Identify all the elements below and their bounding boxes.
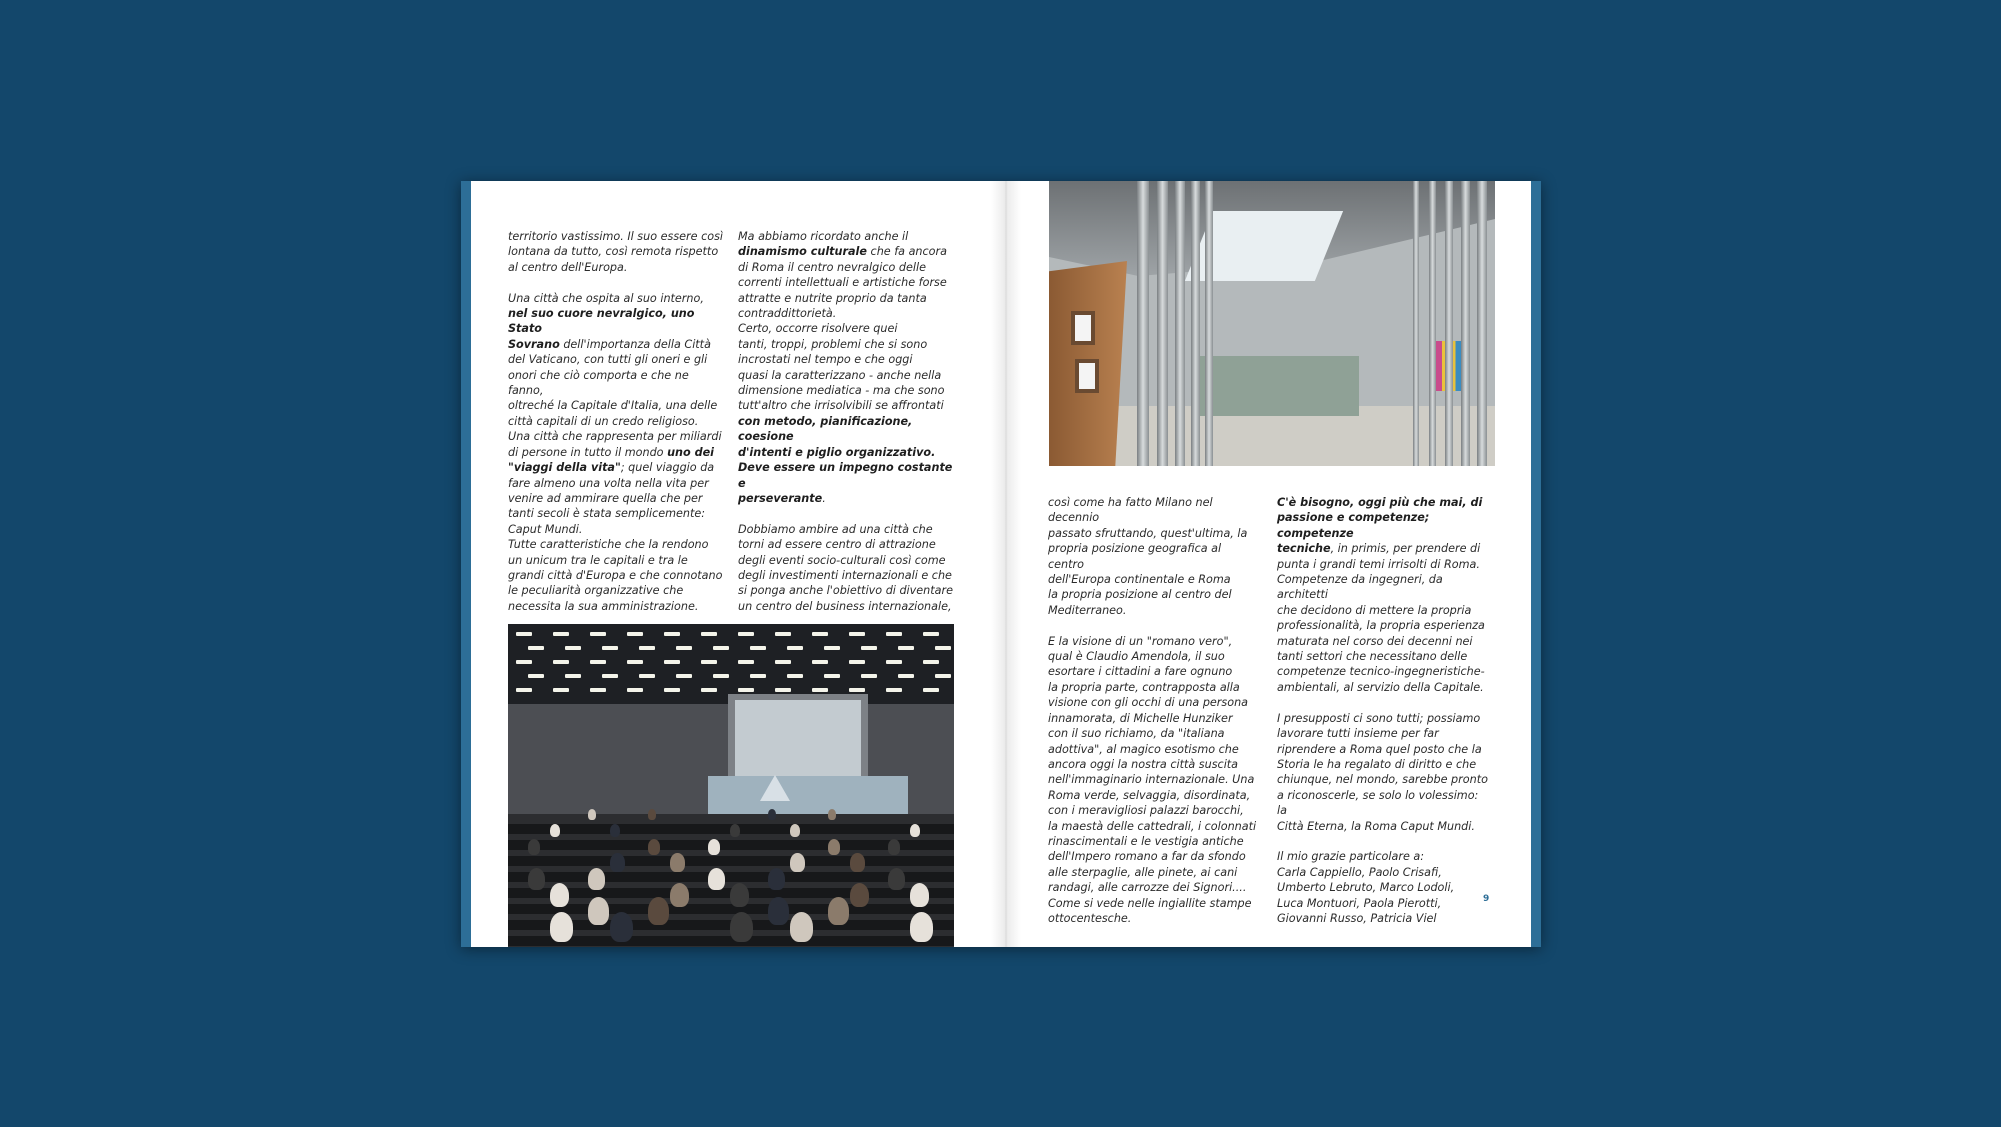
pillar	[1477, 181, 1487, 466]
body-text: Ma abbiamo ricordato anche il	[738, 230, 909, 243]
ceiling-light	[590, 660, 606, 664]
ceiling	[508, 624, 954, 704]
body-text: . Dobbiamo ambire ad una città che torni ad essere centro di attrazione degli eventi socio-culturali così come degli investimenti internazionali e che si ponga anche l'obiettivo di diventare un centro del business internazionale,	[738, 491, 953, 613]
attendee	[528, 868, 545, 890]
attendee	[850, 883, 869, 908]
ceiling-light	[676, 674, 692, 678]
ceiling-light	[516, 688, 532, 692]
ceiling-light	[590, 632, 606, 636]
ceiling-light	[590, 688, 606, 692]
ceiling-light	[664, 688, 680, 692]
ceiling-light	[565, 646, 581, 650]
ceiling-light	[824, 674, 840, 678]
ceiling-light	[775, 660, 791, 664]
ceiling-light	[849, 632, 865, 636]
pillar	[1205, 181, 1213, 466]
pillar	[1157, 181, 1168, 466]
ceiling-light	[849, 660, 865, 664]
pillar	[1445, 181, 1453, 466]
attendee	[648, 897, 669, 925]
attendee	[828, 809, 836, 819]
ceiling-light	[676, 646, 692, 650]
window	[1075, 359, 1099, 393]
right-page-column-2	[1277, 495, 1491, 926]
ceiling-light	[528, 646, 544, 650]
pillar	[1429, 181, 1436, 466]
ceiling-light	[923, 688, 939, 692]
emphasis-text: dinamismo culturale	[738, 245, 867, 259]
ceiling-light	[639, 646, 655, 650]
attendee	[610, 824, 620, 837]
ceiling-light	[627, 660, 643, 664]
attendee	[790, 824, 800, 837]
attendee	[790, 853, 805, 872]
right-page-column-1	[1048, 495, 1258, 926]
ceiling-light	[787, 646, 803, 650]
attendee	[528, 839, 540, 855]
left-page-column-2	[738, 229, 954, 614]
stage	[708, 776, 908, 814]
attendee	[588, 809, 596, 819]
seat-row	[508, 856, 954, 866]
ceiling-light	[639, 674, 655, 678]
attendee	[550, 824, 560, 837]
ceiling-light	[898, 674, 914, 678]
pillar	[1175, 181, 1185, 466]
right-page-edge	[1531, 181, 1541, 947]
attendee	[768, 868, 785, 890]
magazine-spread	[461, 181, 1541, 947]
attendee	[648, 839, 660, 855]
pillar	[1137, 181, 1149, 466]
left-page-edge	[461, 181, 471, 947]
ceiling-light	[713, 646, 729, 650]
ceiling-light	[886, 688, 902, 692]
ceiling-light	[775, 632, 791, 636]
ceiling-light	[627, 688, 643, 692]
pillar	[1461, 181, 1470, 466]
attendee	[828, 897, 849, 925]
emphasis-text: nel suo cuore nevralgico, uno Stato Sovrano	[508, 307, 695, 351]
ceiling-light	[812, 688, 828, 692]
left-page-column-1	[508, 229, 726, 614]
ceiling-light	[516, 660, 532, 664]
ceiling-light	[738, 660, 754, 664]
attendee	[888, 868, 905, 890]
attendee	[730, 824, 740, 837]
attendee	[550, 883, 569, 908]
attendee	[648, 809, 656, 819]
ceiling-light	[627, 632, 643, 636]
attendee	[670, 853, 685, 872]
attendee	[550, 912, 573, 942]
attendee	[888, 839, 900, 855]
ceiling-light	[602, 674, 618, 678]
ceiling-light	[701, 632, 717, 636]
ceiling-light	[701, 688, 717, 692]
attendee	[910, 824, 920, 837]
ceiling-light	[553, 660, 569, 664]
ceiling-light	[664, 660, 680, 664]
ceiling-light	[750, 674, 766, 678]
ceiling-light	[528, 674, 544, 678]
emphasis-text: uno dei "viaggi della vita"	[508, 445, 715, 475]
attendee	[910, 912, 933, 942]
pillar	[1191, 181, 1200, 466]
ceiling-light	[886, 632, 902, 636]
attendee	[768, 809, 776, 819]
stage-logo	[760, 775, 790, 801]
attendee	[708, 868, 725, 890]
body-text: che fa ancora di Roma il centro nevralgico delle correnti intellettuali e artistiche forse attratte e nutrite proprio da tanta contraddittorietà. Certo, occorre risolvere quei tanti, troppi, problemi che si sono incrostati nel tempo e che oggi quasi la caratterizzano - anche nella dimensione mediatica - ma che sono tutt'altro che irrisolvibili se affrontati	[738, 245, 947, 413]
attendee	[588, 897, 609, 925]
ceiling-light	[849, 688, 865, 692]
ceiling-light	[750, 646, 766, 650]
body-text: territorio vastissimo. Il suo essere così lontana da tutto, così remota rispetto al centro dell'Europa.	[508, 230, 724, 274]
architecture-photo	[1049, 181, 1495, 466]
ceiling-light	[861, 674, 877, 678]
page-gutter	[991, 181, 1021, 947]
ceiling-light	[664, 632, 680, 636]
projection-screen	[735, 700, 861, 780]
ceiling-light	[738, 632, 754, 636]
glass-facade	[1199, 356, 1359, 416]
page-number: 9	[1483, 894, 1490, 904]
body-text: ; quel viaggio da fare almeno una volta nella vita per venire ad ammirare quella che per tanti secoli è stata semplicemente: Caput Mundi. Tutte caratteristiche che la rendono un unicum tra le capitali e tra le grandi città d'Europa e che connotano le peculiarità organizzative che necessita la sua amministrazione.	[508, 461, 723, 613]
attendee	[790, 912, 813, 942]
ceiling-light	[553, 632, 569, 636]
ceiling-light	[861, 646, 877, 650]
body-text: così come ha fatto Milano nel decennio passato sfruttando, quest'ultima, la propria posizione geografica al centro dell'Europa continentale e Roma la propria posizione al centro del Mediterraneo. E la visione di un "romano vero", qual è Claudio Amendola, il suo esortare i cittadini a fare ognuno la propria parte, contrapposta alla visione con gli occhi di una persona innamorata, di Michelle Hunziker con il suo richiamo, da "italiana adottiva", al magico esotismo che ancora oggi la nostra città suscita nell'immaginario internazionale. Una Roma verde, selvaggia, disordinata, con i meravigliosi palazzi barocchi, la maestà delle cattedrali, i colonnati rinascimentali e le vestigia antiche dell'Impero romano a far da sfondo alle sterpaglie, alle pinete, ai cani randagi, alle carrozze dei Signori.... Come si vede nelle ingiallite stampe ottocentesche.	[1048, 496, 1257, 925]
attendee	[610, 912, 633, 942]
emphasis-text: con metodo, pianificazione, coesione d'intenti e piglio organizzativo. Deve essere un impegno costante e perseverante	[738, 414, 953, 505]
ceiling-light	[935, 674, 951, 678]
attendee	[850, 853, 865, 872]
conference-hall-photo	[508, 624, 954, 947]
ceiling-light	[516, 632, 532, 636]
ceiling-light	[787, 674, 803, 678]
ceiling-light	[935, 646, 951, 650]
ceiling-light	[923, 660, 939, 664]
ceiling-light	[701, 660, 717, 664]
ceiling-light	[824, 646, 840, 650]
ceiling-light	[886, 660, 902, 664]
attendee	[588, 868, 605, 890]
body-text: dell'importanza della Città del Vaticano, con tutti gli oneri e gli onori che ciò comporta e che ne fanno, oltreché la Capitale d'Italia, una delle città capitali di un credo religioso. Una città che rappresenta per miliardi di persone in tutto il mondo	[508, 337, 722, 459]
emphasis-text: C'è bisogno, oggi più che mai, di passione e competenze; competenze tecniche	[1277, 496, 1483, 556]
body-text: Una città che ospita al suo interno,	[508, 291, 704, 305]
ceiling-light	[775, 688, 791, 692]
attendee	[730, 912, 753, 942]
attendee	[910, 883, 929, 908]
ceiling-light	[738, 688, 754, 692]
attendee	[670, 883, 689, 908]
ceiling-light	[553, 688, 569, 692]
attendee	[730, 883, 749, 908]
ceiling-light	[713, 674, 729, 678]
ceiling-light	[812, 632, 828, 636]
ceiling-light	[812, 660, 828, 664]
attendee	[708, 839, 720, 855]
body-text: , in primis, per prendere di punta i grandi temi irrisolti di Roma. Competenze da ingegneri, da architetti che decidono di mettere la propria professionalità, la propria esperienza maturata nel corso dei decenni nei tanti settori che necessitano delle competenze tecnico-ingegneristiche- ambientali, al servizio della Capitale. I presupposti ci sono tutti; possiamo lavorare tutti insieme per far riprendere a Roma quel posto che la Storia le ha regalato di diritto e che chiunque, nel mondo, sarebbe pronto a riconoscerle, se solo lo volessimo: la Città Eterna, la Roma Caput Mundi. Il mio grazie particolare a: Carla Cappiello, Paolo Crisafi, Umberto Lebruto, Marco Lodoli, Luca Montuori, Paola Pierotti, Giovanni Russo, Patricia Viel	[1277, 542, 1488, 925]
window	[1071, 311, 1095, 345]
seat-row	[508, 904, 954, 914]
attendee	[768, 897, 789, 925]
ceiling-light	[898, 646, 914, 650]
pillar	[1413, 181, 1419, 466]
attendee	[828, 839, 840, 855]
attendee	[610, 853, 625, 872]
ceiling-light	[923, 632, 939, 636]
ceiling-light	[565, 674, 581, 678]
ceiling-light	[602, 646, 618, 650]
